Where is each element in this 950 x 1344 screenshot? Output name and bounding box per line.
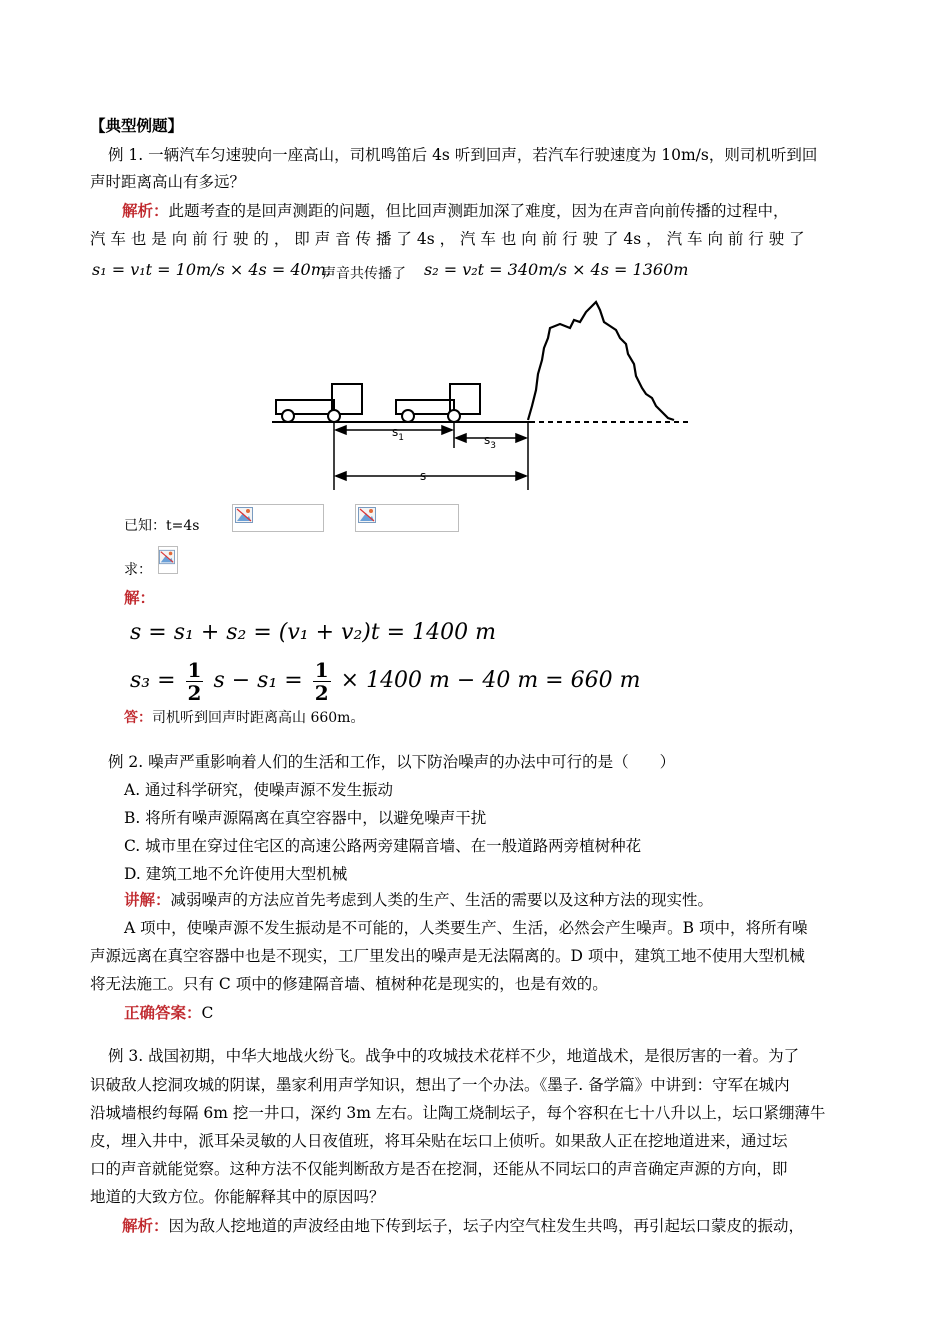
explain-text: 减弱噪声的方法应首先考虑到人类的生产、生活的需要以及这种方法的现实性。: [170, 891, 714, 909]
example1-question-line2: 声时距离高山有多远？: [90, 173, 246, 191]
equation-2: s₃ = $\frac{1}{2}$ s − s₁ = $\frac{1}{2}$ × 1400 m − 40 m = 660 m: [130, 657, 641, 705]
analysis-label: 解析：: [122, 1216, 169, 1235]
example1-analysis-line2: 汽 车 也 是 向 前 行 驶 的 ， 即 声 音 传 播 了 4s ， 汽 车 也 向 前 行 驶 了 4s ， 汽 车 向 前 行 驶 了: [90, 230, 805, 248]
example2-option-a: A. 通过科学研究，使噪声源不发生振动: [124, 781, 394, 799]
truck-1-icon: [276, 384, 362, 422]
correct-answer-label: 正确答案：: [124, 1003, 202, 1022]
example3-line2: 识破敌人挖洞攻城的阴谋，墨家利用声学知识，想出了一个办法。《墨子. 备学篇》中讲到：守军在城内: [90, 1076, 790, 1094]
example2-detail-line1: A 项中，使噪声源不发生振动是不可能的，人类要生产、生活，必然会产生噪声。B 项中，将所有噪: [124, 919, 808, 937]
example3-line6: 地道的大致方位。你能解释其中的原因吗？: [90, 1188, 385, 1206]
example3-analysis: [122, 1216, 804, 1236]
s1-label: $s_1$: [392, 425, 404, 443]
s3-label: $s_3$: [484, 433, 496, 451]
echo-diagram: [270, 298, 700, 494]
find-text: 求：: [124, 562, 152, 578]
truck-2-icon: [396, 384, 480, 422]
explain-label: 讲解：: [124, 890, 171, 909]
example1-answer: [124, 708, 364, 728]
formula-s1: s₁ = v₁t = 10m/s × 4s = 40m,: [92, 260, 331, 279]
equation-1: s = s₁ + s₂ = (v₁ + v₂)t = 1400 m: [130, 620, 496, 645]
example2-option-d: D. 建筑工地不允许使用大型机械: [124, 865, 348, 883]
s-arrow: [336, 472, 526, 480]
answer-label: 答：: [124, 710, 152, 726]
example2-option-c: C. 城市里在穿过住宅区的高速公路两旁建隔音墙、在一般道路两旁植树种花: [124, 837, 642, 855]
fraction-half: $\frac{1}{2}$: [187, 657, 202, 705]
analysis-label: 解析：: [122, 201, 169, 220]
example3-line3: 沿城墙根约每隔 6m 挖一井口，深约 3m 左右。让陶工烧制坛子，每个容积在七十八升以上，坛口紧绷薄牛: [90, 1104, 826, 1122]
fraction-half: $\frac{1}{2}$: [314, 657, 329, 705]
example3-line1: 例 3. 战国初期，中华大地战火纷飞。战争中的攻城技术花样不少，地道战术，是很厉害的一着。为了: [108, 1047, 800, 1065]
mountain-icon: [528, 302, 674, 420]
sound-travel-text: 声音共传播了: [322, 266, 406, 282]
answer-text: 司机听到回声时距离高山 660m。: [152, 710, 365, 726]
missing-image-icon: [355, 504, 459, 532]
s-label: s: [420, 469, 427, 483]
example2-detail-line3: 将无法施工。只有 C 项中的修建隔音墙、植树种花是现实的，也是有效的。: [90, 975, 608, 993]
example2-explain: [124, 890, 713, 910]
example3-line4: 皮，埋入井中，派耳朵灵敏的人日夜值班，将耳朵贴在坛口上侦听。如果敌人正在挖地道进来，通过坛: [90, 1132, 788, 1150]
known-text: 已知：t=4s: [124, 518, 200, 534]
example2-answer: [124, 1003, 213, 1023]
example3-line5: 口的声音就能觉察。这种方法不仅能判断敌方是否在挖洞，还能从不同坛口的声音确定声源的方向，即: [90, 1160, 788, 1178]
example2-detail-line2: 声源远离在真空容器中也是不现实，工厂里发出的噪声是无法隔离的。D 项中，建筑工地不使用大型机械: [90, 947, 805, 965]
formula-s2: s₂ = v₂t = 340m/s × 4s = 1360m: [424, 260, 689, 279]
section-title: 【典型例题】: [90, 116, 184, 135]
example1-question-line1: 例 1. 一辆汽车匀速驶向一座高山，司机鸣笛后 4s 听到回声，若汽车行驶速度为 10m/s，则司机听到回: [108, 146, 818, 164]
example2-question: 例 2. 噪声严重影响着人们的生活和工作，以下防治噪声的办法中可行的是（ ）: [108, 753, 676, 771]
example2-option-b: B. 将所有噪声源隔离在真空容器中，以避免噪声干扰: [124, 809, 487, 827]
solution-label: 解：: [124, 588, 156, 607]
missing-image-icon: [158, 546, 178, 574]
correct-answer-value: C: [201, 1004, 214, 1022]
example1-analysis-line1: [122, 201, 789, 221]
missing-image-icon: [232, 504, 324, 532]
analysis-text: 因为敌人挖地道的声波经由地下传到坛子，坛子内空气柱发生共鸣，再引起坛口蒙皮的振动，: [168, 1217, 805, 1235]
analysis-text: 此题考查的是回声测距的问题，但比回声测距加深了难度，因为在声音向前传播的过程中，: [168, 202, 789, 220]
